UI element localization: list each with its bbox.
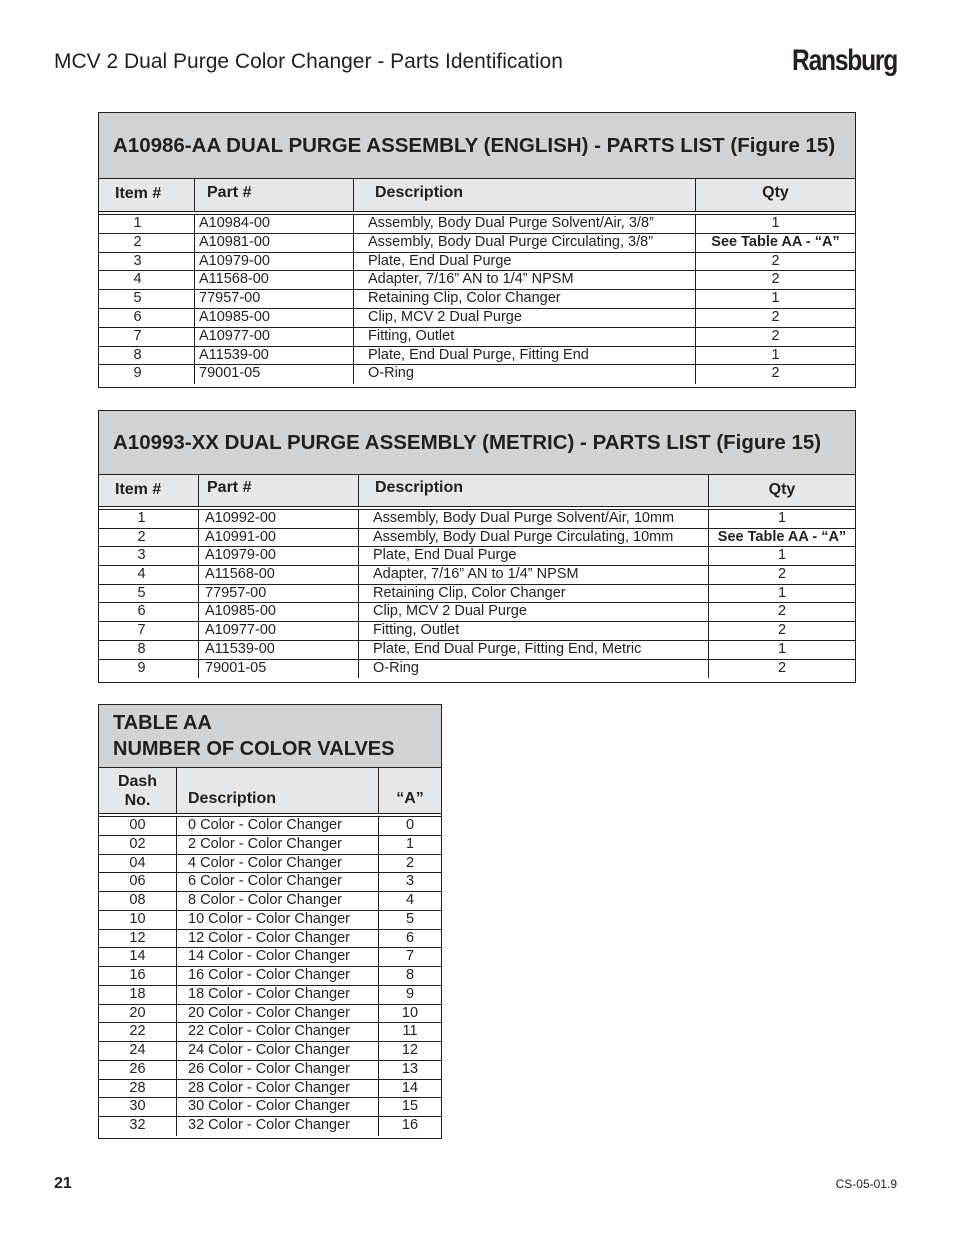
cell-qty: 2: [771, 252, 780, 269]
table-title: A10986-AA DUAL PURGE ASSEMBLY (ENGLISH) - PARTS LIST (Figure 15): [99, 113, 855, 179]
cell-description: 32 Color - Color Changer: [177, 1117, 379, 1136]
column-header-item: Item #: [99, 475, 199, 506]
cell-part: A10977-00: [195, 328, 354, 346]
cell-item: 4: [99, 566, 199, 584]
cell-part: 77957-00: [195, 290, 354, 308]
table-row: [99, 1005, 441, 1024]
cell-a: 16: [401, 1117, 419, 1133]
cell-qty: See Table AA - “A”: [711, 233, 840, 250]
column-header-part: Part #: [199, 475, 359, 506]
brand-logo: Ransburg: [792, 44, 897, 77]
table-row: [99, 529, 855, 548]
cell-part: A11568-00: [195, 271, 354, 289]
cell-a: 1: [405, 835, 415, 852]
cell-item: 2: [99, 529, 199, 547]
cell-dash-no: 26: [99, 1061, 177, 1079]
cell-item: 3: [99, 547, 199, 565]
cell-a: 8: [405, 967, 415, 983]
cell-dash-no: 12: [99, 930, 177, 948]
column-header-part: Part #: [195, 179, 354, 211]
table-row: [99, 986, 441, 1005]
document-code: CS-05-01.9: [835, 1177, 897, 1191]
cell-description: Plate, End Dual Purge: [359, 547, 709, 565]
cell-description: Clip, MCV 2 Dual Purge: [354, 309, 696, 327]
table-title: [99, 705, 441, 768]
table-row: [99, 290, 855, 309]
cell-a: 15: [401, 1098, 419, 1115]
cell-description: 24 Color - Color Changer: [177, 1042, 379, 1060]
cell-a: 3: [405, 873, 415, 890]
table-body: [99, 215, 855, 384]
cell-dash-no: 24: [99, 1042, 177, 1060]
cell-qty: 2: [777, 622, 787, 639]
page-number: 21: [54, 1175, 72, 1192]
cell-description: Retaining Clip, Color Changer: [354, 290, 696, 308]
cell-dash-no: 16: [99, 967, 177, 985]
cell-a: 6: [405, 929, 415, 946]
cell-description: Plate, End Dual Purge, Fitting End: [354, 347, 696, 365]
cell-qty: 1: [777, 640, 787, 657]
column-header-row: [99, 179, 855, 212]
cell-description: Adapter, 7/16” AN to 1/4” NPSM: [354, 271, 696, 289]
cell-dash-no: 08: [99, 892, 177, 910]
cell-description: 0 Color - Color Changer: [177, 817, 379, 835]
table-row: [99, 510, 855, 529]
cell-description: Fitting, Outlet: [359, 622, 709, 640]
cell-dash-no: 28: [99, 1080, 177, 1098]
cell-description: 28 Color - Color Changer: [177, 1080, 379, 1098]
cell-item: 7: [99, 328, 195, 346]
cell-part: A10979-00: [199, 547, 359, 565]
table-row: [99, 566, 855, 585]
cell-description: Clip, MCV 2 Dual Purge: [359, 603, 709, 621]
cell-part: A10992-00: [199, 510, 359, 528]
table-row: [99, 328, 855, 347]
cell-dash-no: 32: [99, 1117, 177, 1136]
parts-list-english-table: [98, 112, 856, 388]
cell-part: A11539-00: [199, 641, 359, 659]
cell-qty: 2: [771, 327, 780, 344]
cell-item: 6: [99, 603, 199, 621]
cell-a: 7: [405, 948, 415, 965]
cell-qty: 1: [777, 547, 787, 564]
table-row: [99, 967, 441, 986]
table-row: [99, 1023, 441, 1042]
cell-part: A10985-00: [199, 603, 359, 621]
table-row: [99, 817, 441, 836]
table-title-line-1: TABLE AA: [113, 712, 212, 734]
cell-a: 2: [405, 854, 415, 871]
cell-item: 8: [99, 347, 195, 365]
cell-qty: 2: [777, 566, 787, 583]
table-row: [99, 892, 441, 911]
cell-description: 6 Color - Color Changer: [177, 873, 379, 891]
cell-item: 3: [99, 253, 195, 271]
parts-list-metric-table: [98, 410, 856, 683]
table-row: [99, 1098, 441, 1117]
cell-item: 9: [99, 365, 195, 384]
column-header-qty: Qty: [768, 481, 796, 498]
cell-part: 77957-00: [199, 585, 359, 603]
cell-qty: 1: [777, 584, 787, 601]
cell-description: Assembly, Body Dual Purge Solvent/Air, 3/8”: [354, 215, 696, 233]
column-header-qty: Qty: [762, 184, 789, 201]
table-row: [99, 1061, 441, 1080]
cell-a: 9: [405, 985, 415, 1002]
cell-description: Adapter, 7/16” AN to 1/4” NPSM: [359, 566, 709, 584]
cell-item: 1: [99, 510, 199, 528]
cell-dash-no: 30: [99, 1098, 177, 1116]
table-row: [99, 1080, 441, 1099]
cell-dash-no: 06: [99, 873, 177, 891]
cell-description: Assembly, Body Dual Purge Solvent/Air, 10mm: [359, 510, 709, 528]
cell-description: Fitting, Outlet: [354, 328, 696, 346]
cell-part: A11568-00: [199, 566, 359, 584]
table-row: [99, 911, 441, 930]
column-header-a: “A”: [396, 790, 424, 807]
column-header-description: Description: [354, 179, 696, 211]
cell-description: 16 Color - Color Changer: [177, 967, 379, 985]
column-header-row: [99, 475, 855, 507]
cell-description: 4 Color - Color Changer: [177, 855, 379, 873]
column-header-description: Description: [359, 475, 709, 506]
table-title-line-2: NUMBER OF COLOR VALVES: [113, 738, 395, 760]
cell-dash-no: 22: [99, 1023, 177, 1041]
cell-a: 4: [405, 892, 415, 908]
cell-item: 6: [99, 309, 195, 327]
cell-a: 5: [405, 910, 415, 927]
cell-qty: 2: [771, 271, 780, 288]
cell-description: 12 Color - Color Changer: [177, 930, 379, 948]
cell-description: Plate, End Dual Purge: [354, 253, 696, 271]
table-row: [99, 547, 855, 566]
table-row: [99, 660, 855, 679]
cell-qty: 2: [771, 365, 780, 382]
table-row: [99, 1042, 441, 1061]
table-row: [99, 309, 855, 328]
cell-description: 8 Color - Color Changer: [177, 892, 379, 910]
table-row: [99, 930, 441, 949]
table-row: [99, 215, 855, 234]
cell-description: 2 Color - Color Changer: [177, 836, 379, 854]
cell-qty: See Table AA - “A”: [717, 528, 847, 545]
column-header-description: Description: [177, 768, 379, 813]
color-valves-table: [98, 704, 442, 1139]
cell-description: 22 Color - Color Changer: [177, 1023, 379, 1041]
cell-item: 5: [99, 585, 199, 603]
cell-qty: 1: [771, 215, 780, 231]
cell-part: A10981-00: [195, 234, 354, 252]
cell-description: 26 Color - Color Changer: [177, 1061, 379, 1079]
cell-dash-no: 20: [99, 1005, 177, 1023]
column-header-item: Item #: [99, 179, 195, 211]
table-row: [99, 365, 855, 384]
cell-item: 5: [99, 290, 195, 308]
cell-part: 79001-05: [199, 660, 359, 679]
cell-item: 4: [99, 271, 195, 289]
cell-part: A10984-00: [195, 215, 354, 233]
table-row: [99, 253, 855, 272]
cell-item: 2: [99, 234, 195, 252]
table-row: [99, 873, 441, 892]
cell-part: A10979-00: [195, 253, 354, 271]
cell-part: A11539-00: [195, 347, 354, 365]
cell-item: 7: [99, 622, 199, 640]
cell-description: Assembly, Body Dual Purge Circulating, 3/8”: [354, 234, 696, 252]
cell-dash-no: 18: [99, 986, 177, 1004]
column-header-dash-no: Dash No.: [99, 768, 177, 813]
cell-a: 14: [401, 1079, 419, 1096]
cell-dash-no: 00: [99, 817, 177, 835]
cell-description: 20 Color - Color Changer: [177, 1005, 379, 1023]
cell-qty: 2: [771, 308, 780, 325]
table-body: [99, 510, 855, 678]
cell-dash-no: 04: [99, 855, 177, 873]
cell-a: 10: [401, 1004, 419, 1021]
table-row: [99, 585, 855, 604]
table-body: [99, 817, 441, 1136]
cell-a: 0: [405, 817, 415, 833]
table-title: A10993-XX DUAL PURGE ASSEMBLY (METRIC) - PARTS LIST (Figure 15): [99, 411, 855, 475]
cell-qty: 1: [771, 290, 780, 307]
cell-item: 1: [99, 215, 195, 233]
cell-item: 9: [99, 660, 199, 679]
cell-description: Assembly, Body Dual Purge Circulating, 10mm: [359, 529, 709, 547]
cell-qty: 1: [771, 346, 780, 363]
cell-description: 18 Color - Color Changer: [177, 986, 379, 1004]
cell-part: A10991-00: [199, 529, 359, 547]
cell-description: O-Ring: [354, 365, 696, 384]
cell-a: 11: [402, 1023, 418, 1040]
cell-description: Retaining Clip, Color Changer: [359, 585, 709, 603]
cell-part: 79001-05: [195, 365, 354, 384]
cell-part: A10977-00: [199, 622, 359, 640]
table-row: [99, 1117, 441, 1136]
table-row: [99, 641, 855, 660]
table-row: [99, 836, 441, 855]
cell-description: O-Ring: [359, 660, 709, 679]
table-row: [99, 948, 441, 967]
cell-description: Plate, End Dual Purge, Fitting End, Metric: [359, 641, 709, 659]
cell-qty: 2: [777, 659, 787, 676]
cell-description: 10 Color - Color Changer: [177, 911, 379, 929]
cell-dash-no: 14: [99, 948, 177, 966]
cell-qty: 1: [777, 510, 787, 526]
cell-item: 8: [99, 641, 199, 659]
table-row: [99, 603, 855, 622]
cell-qty: 2: [777, 603, 787, 620]
cell-description: 30 Color - Color Changer: [177, 1098, 379, 1116]
table-row: [99, 271, 855, 290]
page-title: MCV 2 Dual Purge Color Changer - Parts Identification: [54, 50, 563, 73]
table-row: [99, 855, 441, 874]
cell-description: 14 Color - Color Changer: [177, 948, 379, 966]
table-row: [99, 622, 855, 641]
cell-part: A10985-00: [195, 309, 354, 327]
cell-a: 13: [401, 1060, 419, 1077]
table-row: [99, 234, 855, 253]
cell-dash-no: 02: [99, 836, 177, 854]
column-header-row: [99, 768, 441, 814]
table-row: [99, 347, 855, 366]
cell-a: 12: [401, 1042, 419, 1058]
cell-dash-no: 10: [99, 911, 177, 929]
